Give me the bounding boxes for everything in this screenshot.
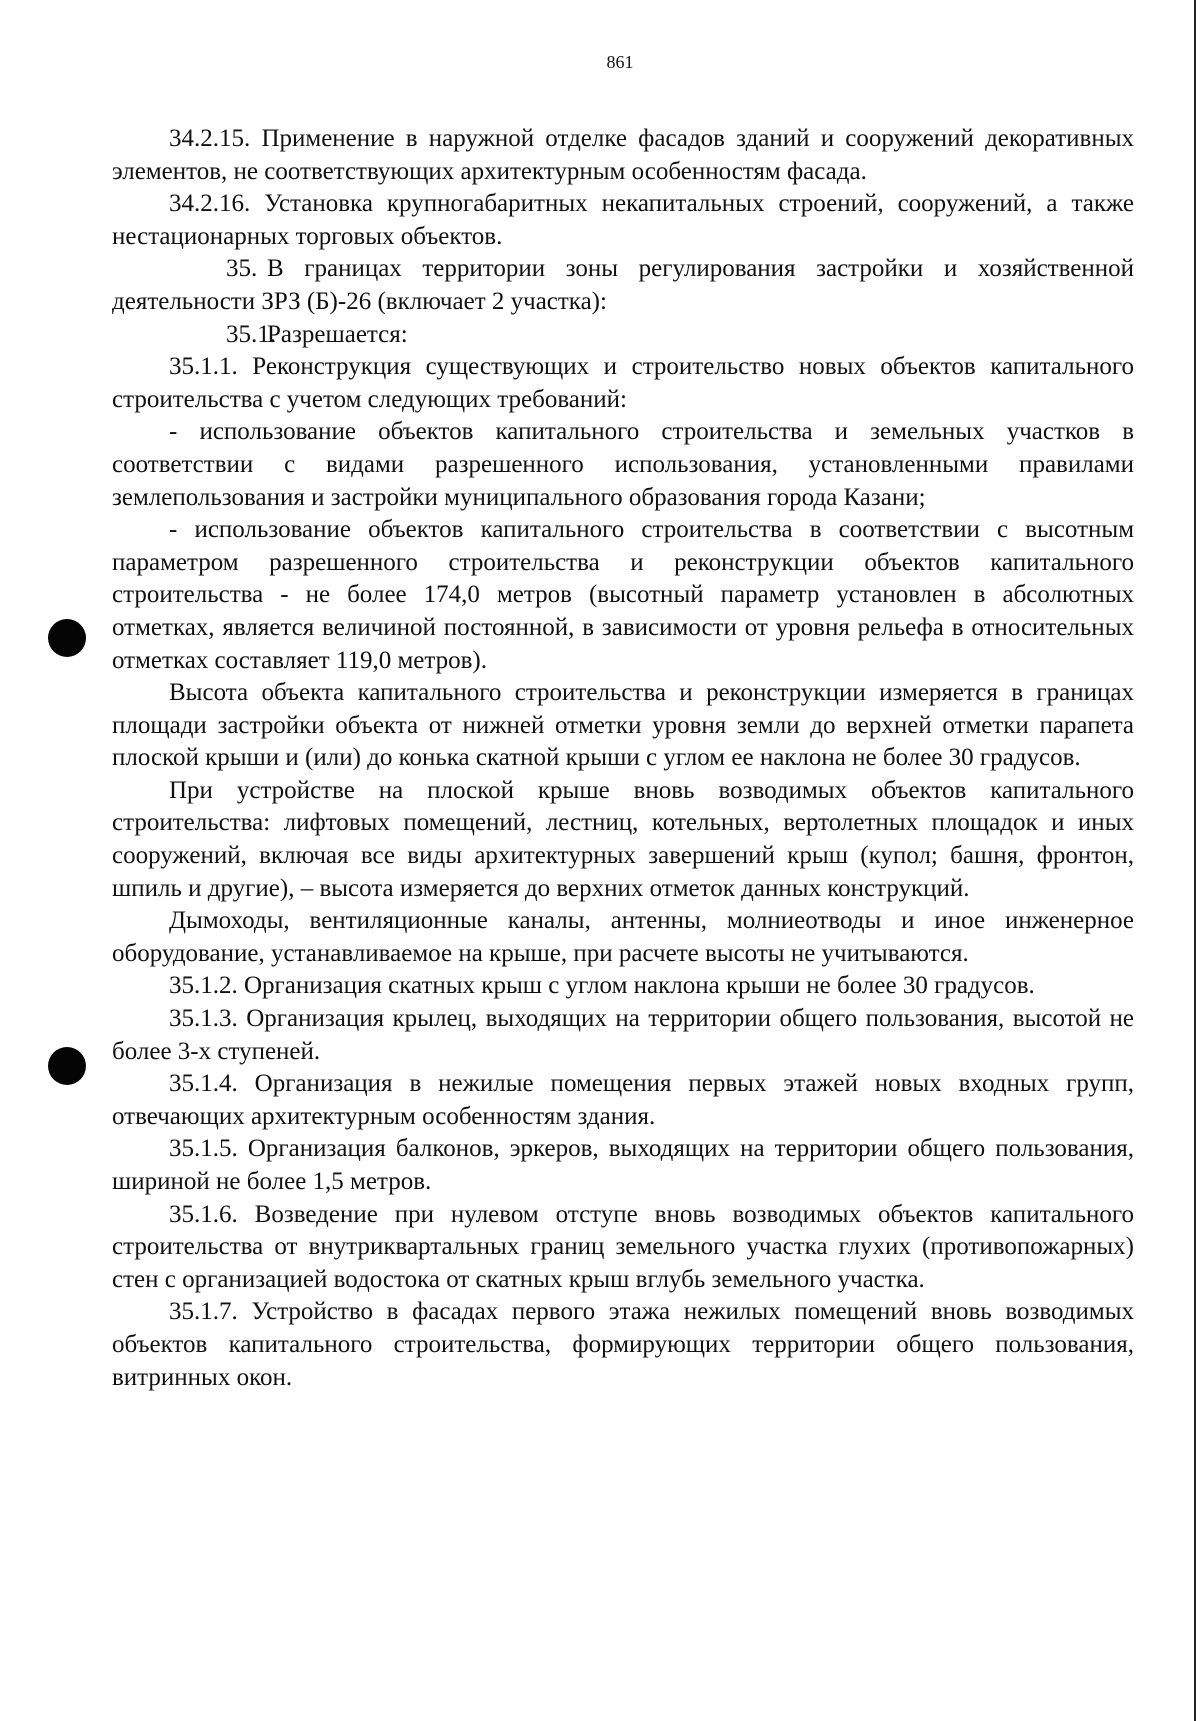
paragraph-35-1-4 xyxy=(112,1068,1134,1133)
paragraph-text: Дымоходы, вентиляционные каналы, антенны, молниеотводы и иное инженерное оборудование, устанавливаемое на крыше, при расчете высоты не учитываются. xyxy=(112,907,1134,967)
clause-number: 35.1.4. xyxy=(169,1070,238,1098)
clause-text: В границах территории зоны регулирования застройки и хозяйственной деятельности ЗРЗ (Б)-26 (включает 2 участка): xyxy=(112,255,1134,315)
paragraph-text: При устройстве на плоской крыше вновь возводимых объектов капитального строительства: лифтовых помещений, лестниц, котельных, вертолетных площадок и иных сооружений, включая все виды архитектурных завершений крыш (купол; башня, фронтон, шпиль и другие), – высота измеряется до верхних отметок данных конструкций. xyxy=(112,776,1134,902)
clause-text: Установка крупногабаритных некапитальных строений, сооружений, а также нестационарных торговых объектов. xyxy=(112,190,1135,250)
clause-text: Организация балконов, эркеров, выходящих на территории общего пользования, шириной не более 1,5 метров. xyxy=(112,1135,1134,1195)
paragraph-roof-structures xyxy=(112,775,1134,905)
clause-number: 35.1.6. xyxy=(169,1200,238,1228)
paragraph-35-1 xyxy=(112,319,1134,352)
bullet-dash: - xyxy=(169,516,178,544)
paragraph-roof-equipment xyxy=(112,905,1134,970)
bullet-text: использование объектов капитального строительства в соответствии с высотным параметром разрешенного строительства и реконструкции объектов капитального строительства - не более 174,0 метров (высотный параметр установлен в абсолютных отметках, является величиной постоянной, в зависимости от уровня рельефа в относительных отметках составляет 119,0 метров). xyxy=(112,516,1135,674)
clause-text: Реконструкция существующих и строительство новых объектов капитального строительства с учетом следующих требований: xyxy=(112,353,1134,413)
clause-number: 34.2.15. xyxy=(169,125,251,152)
clause-number: 35.1. xyxy=(226,320,276,348)
bullet-item xyxy=(112,416,1134,514)
paragraph-34-2-15 xyxy=(112,123,1134,188)
paragraph-35-1-3 xyxy=(112,1003,1134,1068)
clause-number: 34.2.16. xyxy=(169,190,251,218)
paragraph-35 xyxy=(112,253,1134,318)
clause-number: 35.1.3. xyxy=(169,1005,238,1033)
clause-text: Организация крылец, выходящих на территории общего пользования, высотой не более 3-х ступеней. xyxy=(112,1005,1135,1065)
paragraph-35-1-1 xyxy=(112,351,1134,416)
document-body xyxy=(112,123,1134,1394)
clause-text: Применение в наружной отделке фасадов зданий и сооружений декоративных элементов, не соответствующих архитектурным особенностям фасада. xyxy=(112,125,1134,185)
clause-number: 35.1.1. xyxy=(169,353,238,381)
clause-text: Организация скатных крыш с углом наклона крыши не более 30 градусов. xyxy=(244,972,1035,1000)
scan-edge-line xyxy=(1194,0,1196,1721)
paragraph-text: Высота объекта капитального строительства и реконструкции измеряется в границах площади застройки объекта от нижней отметки уровня земли до верхней отметки парапета плоской крыши и (или) до конька скатной крыши с углом ее наклона не более 30 градусов. xyxy=(112,679,1134,772)
bullet-dash: - xyxy=(169,418,178,446)
clause-text: Устройство в фасадах первого этажа нежилых помещений вновь возводимых объектов капитального строительства, формирующих территории общего пользования, витринных окон. xyxy=(112,1298,1134,1391)
clause-number: 35.1.5. xyxy=(169,1135,238,1163)
paragraph-35-1-6 xyxy=(112,1199,1134,1297)
paragraph-34-2-16 xyxy=(112,188,1134,253)
bullet-item xyxy=(112,514,1134,677)
paragraph-height-measurement xyxy=(112,677,1134,775)
bullet-text: использование объектов капитального строительства и земельных участков в соответствии с видами разрешенного использования, установленными правилами землепользования и застройки муниципального образования города Казани; xyxy=(112,418,1134,511)
clause-text: Возведение при нулевом отступе вновь возводимых объектов капитального строительства от внутриквартальных границ земельного участка глухих (противопожарных) стен с организацией водостока от скатных крыш вглубь земельного участка. xyxy=(112,1200,1134,1293)
clause-number: 35.1.7. xyxy=(169,1298,238,1326)
paragraph-35-1-7 xyxy=(112,1296,1134,1394)
clause-text: Разрешается: xyxy=(267,320,408,348)
clause-text: Организация в нежилые помещения первых этажей новых входных групп, отвечающих архитектурным особенностям здания. xyxy=(112,1070,1134,1130)
punch-hole-mark xyxy=(48,619,86,657)
paragraph-35-1-2 xyxy=(112,970,1134,1003)
page-number: 861 xyxy=(606,52,634,72)
clause-number: 35. xyxy=(226,255,258,283)
paragraph-35-1-5 xyxy=(112,1133,1134,1198)
clause-number: 35.1.2. xyxy=(169,972,238,1000)
punch-hole-mark xyxy=(48,1047,86,1085)
